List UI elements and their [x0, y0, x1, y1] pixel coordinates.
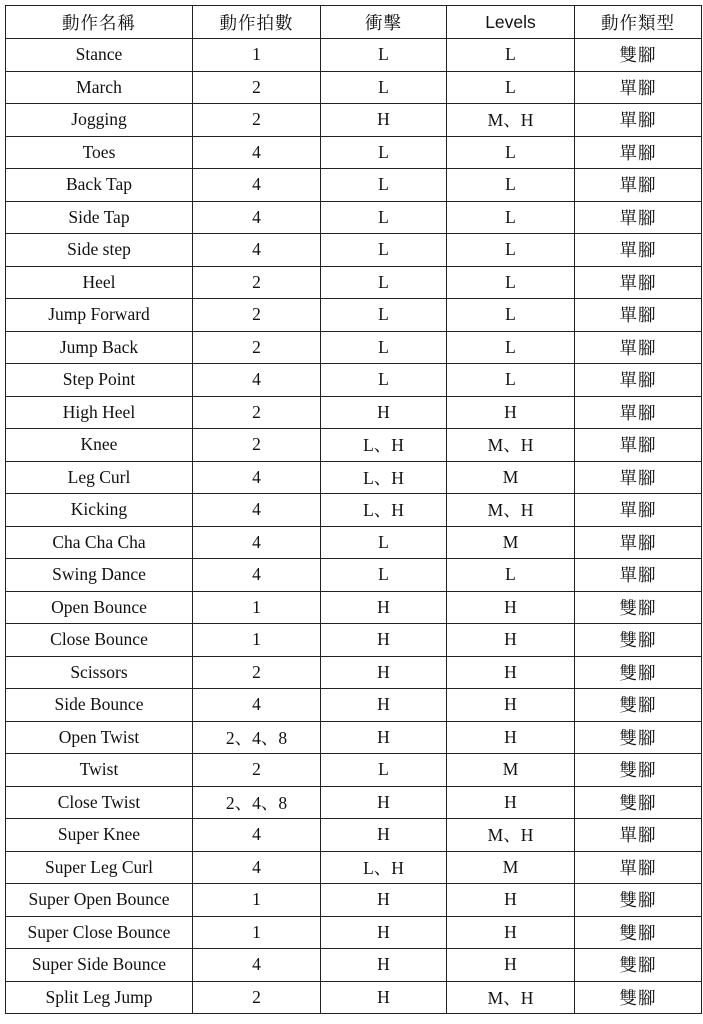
- move-name-cell: Twist: [6, 754, 193, 787]
- header-move-type: 動作類型: [575, 6, 702, 39]
- move-name-cell: Heel: [6, 266, 193, 299]
- move-type-cell: 單腳: [575, 71, 702, 104]
- move-type-cell: 雙腳: [575, 916, 702, 949]
- levels-cell: H: [447, 624, 575, 657]
- levels-cell: M、H: [447, 981, 575, 1014]
- beat-count-cell: 2: [193, 266, 321, 299]
- move-name-cell: Close Bounce: [6, 624, 193, 657]
- move-name-cell: Open Bounce: [6, 591, 193, 624]
- impact-cell: L: [321, 266, 447, 299]
- impact-cell: H: [321, 689, 447, 722]
- table-row: [6, 71, 702, 104]
- impact-cell: H: [321, 591, 447, 624]
- levels-cell: H: [447, 786, 575, 819]
- move-name-cell: March: [6, 71, 193, 104]
- levels-cell: M、H: [447, 429, 575, 462]
- impact-cell: H: [321, 624, 447, 657]
- levels-cell: L: [447, 39, 575, 72]
- impact-cell: L、H: [321, 494, 447, 527]
- impact-cell: L: [321, 136, 447, 169]
- moves-table: [5, 5, 702, 1014]
- table-row: [6, 461, 702, 494]
- impact-cell: L、H: [321, 429, 447, 462]
- move-type-cell: 單腳: [575, 364, 702, 397]
- beat-count-cell: 2: [193, 71, 321, 104]
- levels-cell: M: [447, 461, 575, 494]
- move-name-cell: Side Bounce: [6, 689, 193, 722]
- beat-count-cell: 2: [193, 396, 321, 429]
- header-row: [6, 6, 702, 39]
- move-type-cell: 雙腳: [575, 786, 702, 819]
- impact-cell: L: [321, 754, 447, 787]
- table-row: [6, 104, 702, 137]
- impact-cell: L: [321, 364, 447, 397]
- move-name-cell: Toes: [6, 136, 193, 169]
- table-header: [6, 6, 702, 39]
- move-type-cell: 單腳: [575, 169, 702, 202]
- levels-cell: M、H: [447, 494, 575, 527]
- move-type-cell: 單腳: [575, 104, 702, 137]
- impact-cell: H: [321, 104, 447, 137]
- beat-count-cell: 4: [193, 689, 321, 722]
- move-name-cell: Stance: [6, 39, 193, 72]
- levels-cell: H: [447, 721, 575, 754]
- levels-cell: L: [447, 201, 575, 234]
- table-row: [6, 851, 702, 884]
- move-name-cell: Side Tap: [6, 201, 193, 234]
- beat-count-cell: 2: [193, 104, 321, 137]
- move-type-cell: 單腳: [575, 461, 702, 494]
- move-type-cell: 雙腳: [575, 656, 702, 689]
- move-type-cell: 雙腳: [575, 981, 702, 1014]
- move-name-cell: Super Knee: [6, 819, 193, 852]
- move-type-cell: 單腳: [575, 494, 702, 527]
- impact-cell: L、H: [321, 851, 447, 884]
- levels-cell: M: [447, 526, 575, 559]
- move-type-cell: 雙腳: [575, 884, 702, 917]
- beat-count-cell: 4: [193, 526, 321, 559]
- beat-count-cell: 1: [193, 916, 321, 949]
- move-name-cell: Close Twist: [6, 786, 193, 819]
- move-name-cell: Super Leg Curl: [6, 851, 193, 884]
- levels-cell: H: [447, 949, 575, 982]
- move-type-cell: 單腳: [575, 851, 702, 884]
- beat-count-cell: 1: [193, 39, 321, 72]
- move-name-cell: Cha Cha Cha: [6, 526, 193, 559]
- table-body: [6, 39, 702, 1014]
- beat-count-cell: 2、4、8: [193, 786, 321, 819]
- levels-cell: L: [447, 266, 575, 299]
- move-name-cell: Step Point: [6, 364, 193, 397]
- move-name-cell: Swing Dance: [6, 559, 193, 592]
- table-row: [6, 364, 702, 397]
- move-type-cell: 雙腳: [575, 754, 702, 787]
- table-row: [6, 754, 702, 787]
- impact-cell: H: [321, 819, 447, 852]
- beat-count-cell: 4: [193, 461, 321, 494]
- levels-cell: H: [447, 591, 575, 624]
- beat-count-cell: 2、4、8: [193, 721, 321, 754]
- levels-cell: H: [447, 396, 575, 429]
- move-name-cell: Leg Curl: [6, 461, 193, 494]
- move-type-cell: 雙腳: [575, 949, 702, 982]
- levels-cell: H: [447, 884, 575, 917]
- table-row: [6, 169, 702, 202]
- impact-cell: H: [321, 981, 447, 1014]
- table-row: [6, 39, 702, 72]
- beat-count-cell: 1: [193, 884, 321, 917]
- table-row: [6, 981, 702, 1014]
- levels-cell: L: [447, 169, 575, 202]
- levels-cell: L: [447, 71, 575, 104]
- levels-cell: M: [447, 851, 575, 884]
- table-row: [6, 916, 702, 949]
- beat-count-cell: 4: [193, 234, 321, 267]
- beat-count-cell: 4: [193, 851, 321, 884]
- move-type-cell: 單腳: [575, 559, 702, 592]
- beat-count-cell: 4: [193, 136, 321, 169]
- levels-cell: L: [447, 559, 575, 592]
- beat-count-cell: 4: [193, 559, 321, 592]
- move-name-cell: Jogging: [6, 104, 193, 137]
- impact-cell: L、H: [321, 461, 447, 494]
- move-name-cell: Split Leg Jump: [6, 981, 193, 1014]
- beat-count-cell: 4: [193, 169, 321, 202]
- table-row: [6, 494, 702, 527]
- move-name-cell: Jump Forward: [6, 299, 193, 332]
- move-type-cell: 雙腳: [575, 624, 702, 657]
- impact-cell: L: [321, 234, 447, 267]
- move-type-cell: 單腳: [575, 526, 702, 559]
- impact-cell: L: [321, 169, 447, 202]
- table-row: [6, 591, 702, 624]
- impact-cell: H: [321, 916, 447, 949]
- levels-cell: H: [447, 656, 575, 689]
- impact-cell: H: [321, 884, 447, 917]
- levels-cell: L: [447, 234, 575, 267]
- move-name-cell: Super Open Bounce: [6, 884, 193, 917]
- levels-cell: M、H: [447, 819, 575, 852]
- impact-cell: L: [321, 39, 447, 72]
- beat-count-cell: 1: [193, 591, 321, 624]
- levels-cell: H: [447, 916, 575, 949]
- move-type-cell: 單腳: [575, 299, 702, 332]
- header-impact: 衝擊: [321, 6, 447, 39]
- move-type-cell: 雙腳: [575, 689, 702, 722]
- table-row: [6, 201, 702, 234]
- beat-count-cell: 2: [193, 981, 321, 1014]
- beat-count-cell: 2: [193, 656, 321, 689]
- header-move-name: 動作名稱: [6, 6, 193, 39]
- impact-cell: L: [321, 331, 447, 364]
- beat-count-cell: 1: [193, 624, 321, 657]
- impact-cell: L: [321, 201, 447, 234]
- move-type-cell: 單腳: [575, 136, 702, 169]
- table-row: [6, 819, 702, 852]
- levels-cell: L: [447, 136, 575, 169]
- table-row: [6, 884, 702, 917]
- beat-count-cell: 2: [193, 429, 321, 462]
- beat-count-cell: 4: [193, 364, 321, 397]
- beat-count-cell: 2: [193, 754, 321, 787]
- beat-count-cell: 4: [193, 819, 321, 852]
- impact-cell: H: [321, 721, 447, 754]
- table-row: [6, 266, 702, 299]
- move-type-cell: 單腳: [575, 429, 702, 462]
- table-row: [6, 721, 702, 754]
- move-name-cell: Back Tap: [6, 169, 193, 202]
- impact-cell: H: [321, 786, 447, 819]
- move-name-cell: Scissors: [6, 656, 193, 689]
- table-row: [6, 786, 702, 819]
- move-type-cell: 雙腳: [575, 721, 702, 754]
- table-row: [6, 689, 702, 722]
- beat-count-cell: 4: [193, 494, 321, 527]
- levels-cell: L: [447, 331, 575, 364]
- table-row: [6, 331, 702, 364]
- move-name-cell: Open Twist: [6, 721, 193, 754]
- move-name-cell: Side step: [6, 234, 193, 267]
- levels-cell: M: [447, 754, 575, 787]
- impact-cell: L: [321, 526, 447, 559]
- move-type-cell: 雙腳: [575, 591, 702, 624]
- table-row: [6, 429, 702, 462]
- levels-cell: H: [447, 689, 575, 722]
- levels-cell: L: [447, 299, 575, 332]
- impact-cell: H: [321, 949, 447, 982]
- beat-count-cell: 4: [193, 201, 321, 234]
- impact-cell: L: [321, 71, 447, 104]
- move-type-cell: 單腳: [575, 396, 702, 429]
- move-type-cell: 雙腳: [575, 39, 702, 72]
- table-row: [6, 559, 702, 592]
- move-type-cell: 單腳: [575, 331, 702, 364]
- table-row: [6, 136, 702, 169]
- impact-cell: L: [321, 299, 447, 332]
- table-row: [6, 234, 702, 267]
- move-name-cell: Knee: [6, 429, 193, 462]
- impact-cell: H: [321, 396, 447, 429]
- header-beat-count: 動作拍數: [193, 6, 321, 39]
- levels-cell: L: [447, 364, 575, 397]
- move-type-cell: 單腳: [575, 201, 702, 234]
- beat-count-cell: 4: [193, 949, 321, 982]
- table-row: [6, 624, 702, 657]
- table-row: [6, 949, 702, 982]
- move-name-cell: Super Side Bounce: [6, 949, 193, 982]
- table-row: [6, 656, 702, 689]
- header-levels: Levels: [447, 6, 575, 39]
- table-row: [6, 299, 702, 332]
- table-row: [6, 526, 702, 559]
- move-type-cell: 單腳: [575, 234, 702, 267]
- beat-count-cell: 2: [193, 331, 321, 364]
- beat-count-cell: 2: [193, 299, 321, 332]
- move-name-cell: High Heel: [6, 396, 193, 429]
- move-name-cell: Super Close Bounce: [6, 916, 193, 949]
- impact-cell: L: [321, 559, 447, 592]
- levels-cell: M、H: [447, 104, 575, 137]
- move-name-cell: Kicking: [6, 494, 193, 527]
- move-type-cell: 單腳: [575, 266, 702, 299]
- table-row: [6, 396, 702, 429]
- move-type-cell: 單腳: [575, 819, 702, 852]
- move-name-cell: Jump Back: [6, 331, 193, 364]
- impact-cell: H: [321, 656, 447, 689]
